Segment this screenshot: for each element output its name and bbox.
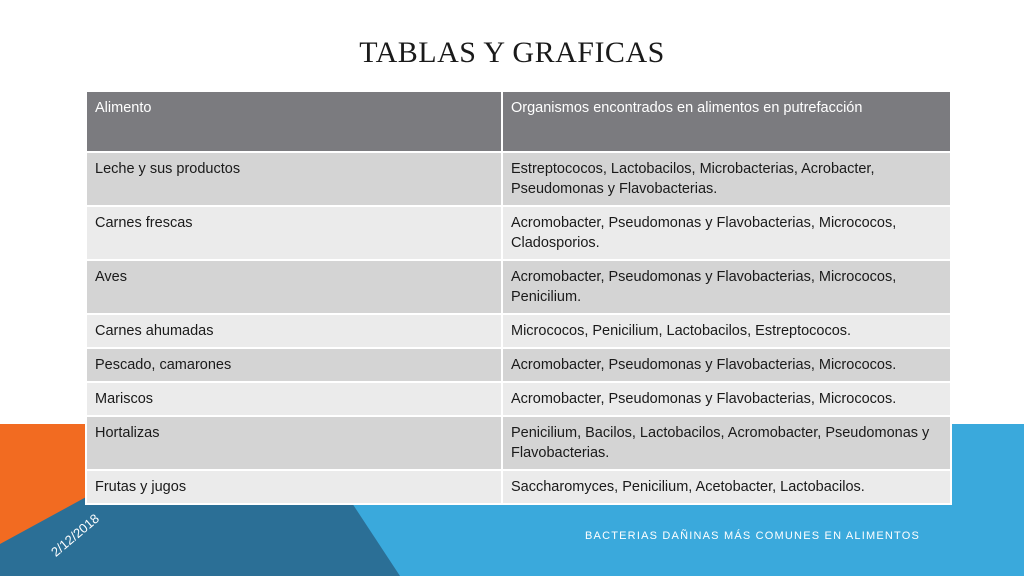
cell-organismos: Acromobacter, Pseudomonas y Flavobacterias, Micrococos, Cladosporios. <box>502 206 951 260</box>
cell-organismos: Estreptococos, Lactobacilos, Microbacterias, Acrobacter, Pseudomonas y Flavobacterias. <box>502 152 951 206</box>
slide-footer: BACTERIAS DAÑINAS MÁS COMUNES EN ALIMENTOS <box>585 530 921 542</box>
table-row <box>86 314 951 348</box>
table-row <box>86 206 951 260</box>
cell-organismos: Saccharomyces, Penicilium, Acetobacter, Lactobacilos. <box>502 470 951 504</box>
slide-title: TABLAS Y GRAFICAS <box>359 36 665 69</box>
slide-date: 2/12/2018 <box>48 510 102 560</box>
cell-alimento: Pescado, camarones <box>86 348 502 382</box>
table-row <box>86 382 951 416</box>
cell-alimento: Carnes ahumadas <box>86 314 502 348</box>
cell-alimento: Mariscos <box>86 382 502 416</box>
header-alimento: Alimento <box>86 91 502 152</box>
cell-alimento: Frutas y jugos <box>86 470 502 504</box>
cell-alimento: Leche y sus productos <box>86 152 502 206</box>
cell-organismos: Acromobacter, Pseudomonas y Flavobacterias, Micrococos, Penicilium. <box>502 260 951 314</box>
cell-organismos: Micrococos, Penicilium, Lactobacilos, Estreptococos. <box>502 314 951 348</box>
cell-alimento: Carnes frescas <box>86 206 502 260</box>
table-header-row <box>86 91 951 152</box>
cell-organismos: Acromobacter, Pseudomonas y Flavobacterias, Micrococos. <box>502 348 951 382</box>
cell-organismos: Acromobacter, Pseudomonas y Flavobacterias, Micrococos. <box>502 382 951 416</box>
table-row <box>86 416 951 470</box>
table-row <box>86 152 951 206</box>
cell-organismos: Penicilium, Bacilos, Lactobacilos, Acromobacter, Pseudomonas y Flavobacterias. <box>502 416 951 470</box>
header-organismos: Organismos encontrados en alimentos en putrefacción <box>502 91 951 152</box>
table-row <box>86 470 951 504</box>
table-row <box>86 348 951 382</box>
table-row <box>86 260 951 314</box>
cell-alimento: Aves <box>86 260 502 314</box>
data-table <box>85 90 952 505</box>
cell-alimento: Hortalizas <box>86 416 502 470</box>
